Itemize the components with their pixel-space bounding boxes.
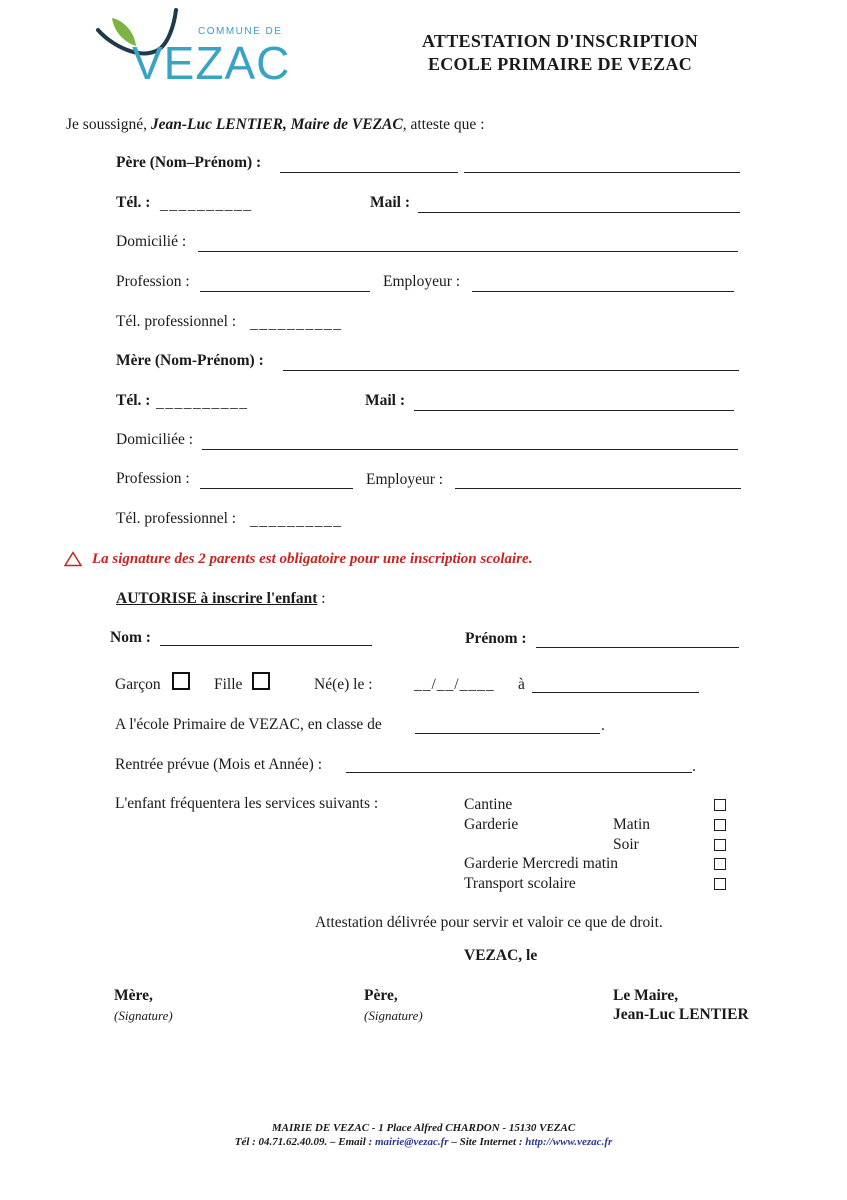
service-mercredi-checkbox[interactable] bbox=[714, 858, 726, 870]
service-transport-checkbox[interactable] bbox=[714, 878, 726, 890]
service-garderie-soir-label: Soir bbox=[613, 836, 639, 853]
footer-site-link[interactable]: http://www.vezac.fr bbox=[525, 1136, 613, 1148]
school-class-period: . bbox=[601, 717, 605, 734]
signature-warning: La signature des 2 parents est obligatoire pour une inscription scolaire. bbox=[92, 551, 533, 567]
service-garderie-label: Garderie bbox=[464, 816, 519, 833]
father-mail-label: Mail : bbox=[370, 194, 411, 211]
birth-date-field[interactable]: __/__/____ bbox=[414, 676, 495, 693]
boy-label: Garçon bbox=[115, 676, 161, 693]
mother-work-tel-field[interactable]: __________ bbox=[250, 512, 343, 529]
mother-tel-label: Tél. : bbox=[116, 392, 151, 409]
service-cantine-checkbox[interactable] bbox=[714, 799, 726, 811]
logo-commune-label: COMMUNE DE bbox=[198, 26, 283, 37]
mother-signature-label: Mère, bbox=[114, 987, 153, 1004]
school-class-label: A l'école Primaire de VEZAC, en classe de bbox=[115, 716, 382, 733]
mother-name-field[interactable] bbox=[283, 370, 739, 371]
child-nom-label: Nom : bbox=[110, 629, 151, 646]
father-mail-field[interactable] bbox=[418, 212, 740, 213]
mayor-signature-label: Le Maire, bbox=[613, 987, 679, 1004]
mother-work-tel-label: Tél. professionnel : bbox=[116, 510, 237, 527]
birthplace-label: à bbox=[518, 676, 525, 693]
father-profession-field[interactable] bbox=[200, 291, 370, 292]
mother-mail-field[interactable] bbox=[414, 410, 734, 411]
mother-profession-field[interactable] bbox=[200, 488, 353, 489]
authorize-label: AUTORISE à inscrire l'enfant bbox=[116, 590, 318, 607]
boy-checkbox[interactable] bbox=[172, 672, 190, 690]
intro-statement bbox=[66, 116, 485, 134]
mother-employer-label: Employeur : bbox=[366, 471, 444, 488]
intro-mayor: Jean-Luc LENTIER, Maire de VEZAC bbox=[150, 116, 403, 133]
father-firstname-field[interactable] bbox=[464, 172, 740, 173]
warning-triangle-icon bbox=[64, 551, 82, 567]
father-address-label: Domicilié : bbox=[116, 233, 187, 250]
born-label: Né(e) le : bbox=[314, 676, 373, 693]
child-nom-field[interactable] bbox=[160, 645, 372, 646]
logo-name: VEZAC bbox=[132, 37, 291, 89]
start-date-field[interactable] bbox=[346, 772, 692, 773]
footer-site-prefix: – Site Internet : bbox=[448, 1136, 526, 1148]
father-name-field[interactable] bbox=[280, 172, 458, 173]
girl-label: Fille bbox=[214, 676, 243, 693]
footer-tel: Tél : 04.71.62.40.09. – Email : bbox=[234, 1136, 375, 1148]
start-date-period: . bbox=[692, 758, 696, 775]
authorize-colon: : bbox=[317, 590, 326, 607]
place-date-label: VEZAC, le bbox=[464, 947, 538, 964]
services-intro: L'enfant fréquentera les services suivants : bbox=[115, 795, 379, 812]
service-garderie-matin-label: Matin bbox=[613, 816, 651, 833]
father-signature-label: Père, bbox=[364, 987, 398, 1004]
footer-address: MAIRIE DE VEZAC - 1 Place Alfred CHARDON - 15130 VEZAC bbox=[271, 1122, 576, 1134]
mother-mail-label: Mail : bbox=[365, 392, 406, 409]
father-employer-field[interactable] bbox=[472, 291, 734, 292]
service-mercredi-label: Garderie Mercredi matin bbox=[464, 855, 619, 872]
father-tel-field[interactable]: __________ bbox=[160, 196, 253, 213]
father-address-field[interactable] bbox=[198, 251, 738, 252]
mayor-name: Jean-Luc LENTIER bbox=[613, 1006, 749, 1023]
start-date-label: Rentrée prévue (Mois et Année) : bbox=[115, 756, 323, 773]
birthplace-field[interactable] bbox=[532, 692, 699, 693]
school-class-field[interactable] bbox=[415, 733, 600, 734]
mother-tel-field[interactable]: __________ bbox=[156, 394, 249, 411]
document-title-line2: ECOLE PRIMAIRE DE VEZAC bbox=[427, 54, 693, 74]
father-name-label: Père (Nom–Prénom) : bbox=[116, 154, 262, 171]
intro-prefix: Je soussigné, bbox=[66, 116, 151, 133]
father-signature-hint: (Signature) bbox=[364, 1008, 423, 1023]
mother-address-field[interactable] bbox=[202, 449, 738, 450]
child-prenom-field[interactable] bbox=[536, 647, 739, 648]
commune-logo bbox=[92, 6, 302, 90]
father-tel-label: Tél. : bbox=[116, 194, 151, 211]
service-garderie-soir-checkbox[interactable] bbox=[714, 839, 726, 851]
child-prenom-label: Prénom : bbox=[465, 630, 527, 647]
document-title-line1: ATTESTATION D'INSCRIPTION bbox=[421, 31, 699, 51]
authorize-heading bbox=[116, 590, 326, 608]
father-profession-label: Profession : bbox=[116, 273, 190, 290]
service-cantine-label: Cantine bbox=[464, 796, 513, 813]
girl-checkbox[interactable] bbox=[252, 672, 270, 690]
attestation-statement: Attestation délivrée pour servir et valoir ce que de droit. bbox=[315, 914, 663, 931]
mother-profession-label: Profession : bbox=[116, 470, 190, 487]
footer-contact bbox=[0, 1136, 847, 1148]
father-work-tel-field[interactable]: __________ bbox=[250, 315, 343, 332]
mother-employer-field[interactable] bbox=[455, 488, 741, 489]
service-garderie-matin-checkbox[interactable] bbox=[714, 819, 726, 831]
father-work-tel-label: Tél. professionnel : bbox=[116, 313, 237, 330]
mother-signature-hint: (Signature) bbox=[114, 1008, 173, 1023]
mother-name-label: Mère (Nom-Prénom) : bbox=[116, 352, 264, 369]
mother-address-label: Domiciliée : bbox=[116, 431, 194, 448]
father-employer-label: Employeur : bbox=[383, 273, 461, 290]
intro-suffix: , atteste que : bbox=[402, 116, 485, 133]
service-transport-label: Transport scolaire bbox=[464, 875, 576, 892]
footer-email-link[interactable]: mairie@vezac.fr bbox=[374, 1136, 449, 1148]
